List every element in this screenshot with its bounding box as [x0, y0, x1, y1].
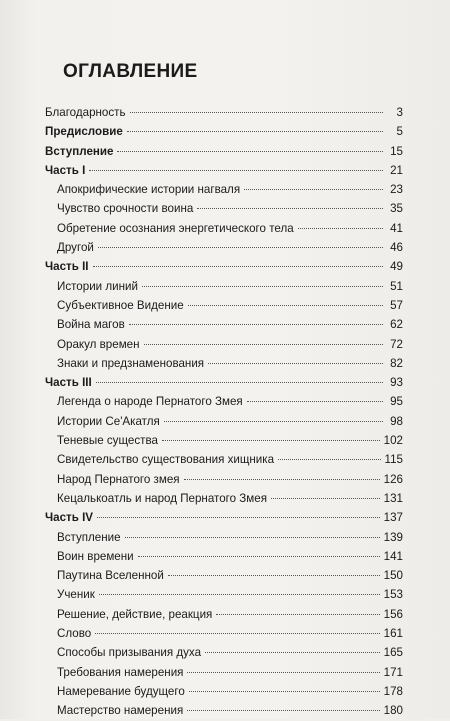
- toc-entry: [45, 161, 403, 180]
- toc-entry: [45, 508, 403, 527]
- toc-page-number: 180: [383, 704, 403, 718]
- dot-leader: [96, 382, 383, 383]
- toc-page-number: 156: [383, 607, 403, 621]
- toc-entry-label: Субъективное Видение: [57, 298, 184, 312]
- toc-entry-label: Истории Се'Акатля: [57, 414, 160, 428]
- toc-entry-label: Благодарность: [45, 106, 126, 119]
- dot-leader: [89, 170, 383, 171]
- toc-entry: [45, 103, 403, 122]
- toc-entry-label: Теневые существа: [57, 434, 158, 448]
- toc-page-number: 150: [383, 569, 403, 583]
- toc-subentry: [45, 663, 403, 682]
- toc-subentry: [45, 585, 403, 604]
- dot-leader: [208, 363, 383, 364]
- toc-page-number: 49: [390, 260, 403, 274]
- toc-entry-label: Воин времени: [57, 549, 134, 563]
- dot-leader: [188, 305, 383, 306]
- dot-leader: [298, 228, 383, 229]
- dot-leader: [162, 440, 380, 441]
- toc-entry-label: Легенда о народе Пернатого Змея: [57, 395, 243, 409]
- toc-entry-label: Мастерство намерения: [57, 704, 184, 718]
- dot-leader: [187, 672, 379, 673]
- dot-leader: [129, 324, 383, 325]
- toc-page-number: 5: [396, 125, 403, 139]
- toc-entry-label: Слово: [57, 627, 92, 641]
- toc-page-number: 161: [383, 627, 403, 641]
- dot-leader: [247, 401, 383, 402]
- toc-subentry: [45, 643, 403, 662]
- toc-subentry: [45, 180, 403, 199]
- toc-subentry: [45, 392, 403, 411]
- toc-page-number: 171: [383, 665, 403, 679]
- toc-entry-label: Истории линий: [57, 279, 138, 293]
- toc-subentry: [45, 238, 403, 257]
- toc-entry-label: Вступление: [57, 530, 121, 544]
- toc-entry-label: Оракул времен: [57, 337, 140, 351]
- dot-leader: [142, 286, 383, 287]
- toc-page-number: 62: [390, 318, 403, 332]
- toc-entry: [45, 122, 403, 141]
- toc-subentry: [45, 547, 403, 566]
- toc-entry-label: Вступление: [45, 144, 114, 158]
- toc-entry-label: Требования намерения: [57, 665, 184, 679]
- dot-leader: [144, 344, 383, 345]
- toc-subentry: [45, 277, 403, 296]
- toc-subentry: [45, 489, 403, 508]
- toc-entry-label: Решение, действие, реакция: [57, 607, 213, 621]
- dot-leader: [130, 112, 383, 113]
- dot-leader: [98, 247, 383, 248]
- dot-leader: [197, 208, 383, 209]
- toc-page-number: 23: [390, 183, 403, 197]
- toc-page-number: 95: [390, 395, 403, 409]
- toc-page-number: 35: [390, 202, 403, 216]
- dot-leader: [271, 498, 380, 499]
- dot-leader: [189, 691, 380, 692]
- toc-page-number: 21: [390, 163, 403, 177]
- dot-leader: [138, 556, 380, 557]
- toc-page-number: 153: [383, 588, 403, 602]
- dot-leader: [187, 710, 379, 711]
- toc-entry-label: Способы призывания духа: [57, 646, 202, 660]
- dot-leader: [184, 479, 380, 480]
- toc-entry-label: Чувство срочности воина: [57, 202, 194, 216]
- dot-leader: [168, 575, 380, 576]
- toc-entry-label: Война магов: [57, 318, 125, 332]
- toc-page-number: 93: [390, 376, 403, 390]
- toc-subentry: [45, 315, 403, 334]
- toc-page-number: 98: [390, 414, 403, 428]
- toc-page-number: 3: [396, 106, 403, 119]
- toc-page-number: 115: [384, 453, 403, 467]
- toc-page-number: 51: [390, 279, 403, 293]
- toc-page-number: 178: [383, 684, 403, 698]
- toc-entry-label: Часть IV: [45, 511, 94, 525]
- toc-page-number: 41: [390, 221, 403, 235]
- toc-subentry: [45, 219, 403, 238]
- toc-entry-label: Апокрифические истории нагваля: [57, 183, 241, 197]
- toc-entry-label: Народ Пернатого змея: [57, 472, 180, 486]
- toc-subentry: [45, 682, 403, 701]
- toc-entry-label: Предисловие: [45, 125, 123, 139]
- dot-leader: [164, 421, 383, 422]
- toc-subentry: [45, 528, 403, 547]
- dot-leader: [95, 633, 379, 634]
- toc-page-number: 46: [390, 241, 403, 255]
- toc-entry-label: Свидетельство существования хищника: [57, 453, 275, 467]
- toc-page-number: 141: [383, 549, 403, 563]
- dot-leader: [127, 131, 383, 132]
- dot-leader: [93, 266, 383, 267]
- toc-page-number: 102: [383, 434, 403, 448]
- toc-page-number: 15: [390, 144, 403, 158]
- toc-entry-label: Часть II: [45, 260, 89, 274]
- toc-entry-label: Паутина Вселенной: [57, 569, 164, 583]
- toc-subentry: [45, 624, 403, 643]
- toc-subentry: [45, 701, 403, 720]
- dot-leader: [216, 614, 379, 615]
- toc-page-number: 72: [390, 337, 403, 351]
- toc-page-number: 82: [390, 356, 403, 370]
- toc-entry-label: Часть III: [45, 376, 92, 390]
- toc-entry-label: Другой: [57, 241, 94, 255]
- toc-page-number: 126: [383, 472, 403, 486]
- toc-entry: [45, 373, 403, 392]
- toc-entry-label: Намеревание будущего: [57, 684, 185, 698]
- toc-subentry: [45, 335, 403, 354]
- toc-subentry: [45, 412, 403, 431]
- toc-subentry: [45, 450, 403, 469]
- toc-entry: [45, 257, 403, 276]
- dot-leader: [99, 594, 380, 595]
- toc-entry: [45, 142, 403, 161]
- toc-subentry: [45, 296, 403, 315]
- toc-page-number: 137: [383, 511, 403, 525]
- toc-entry-label: Кецалькоатль и народ Пернатого Змея: [57, 491, 267, 505]
- dot-leader: [97, 517, 380, 518]
- toc-page-number: 165: [383, 646, 403, 660]
- toc-page-number: 139: [383, 530, 403, 544]
- toc-subentry: [45, 431, 403, 450]
- toc-page-number: 57: [390, 298, 403, 312]
- dot-leader: [278, 459, 380, 460]
- dot-leader: [117, 151, 383, 152]
- toc-subentry: [45, 605, 403, 624]
- dot-leader: [205, 652, 380, 653]
- toc-subentry: [45, 470, 403, 489]
- dot-leader: [244, 189, 383, 190]
- toc-subentry: [45, 566, 403, 585]
- toc-entry-label: Часть I: [45, 163, 86, 177]
- dot-leader: [125, 537, 380, 538]
- toc-entry-label: Ученик: [57, 588, 95, 602]
- toc-subentry: [45, 199, 403, 218]
- toc-entry-label: Обретение осознания энергетического тела: [57, 221, 294, 235]
- toc-page-number: 131: [383, 491, 403, 505]
- page-title: ОГЛАВЛЕНИЕ: [63, 61, 198, 82]
- toc-subentry: [45, 354, 403, 373]
- table-of-contents: [45, 103, 403, 721]
- toc-entry-label: Знаки и предзнаменования: [57, 356, 205, 370]
